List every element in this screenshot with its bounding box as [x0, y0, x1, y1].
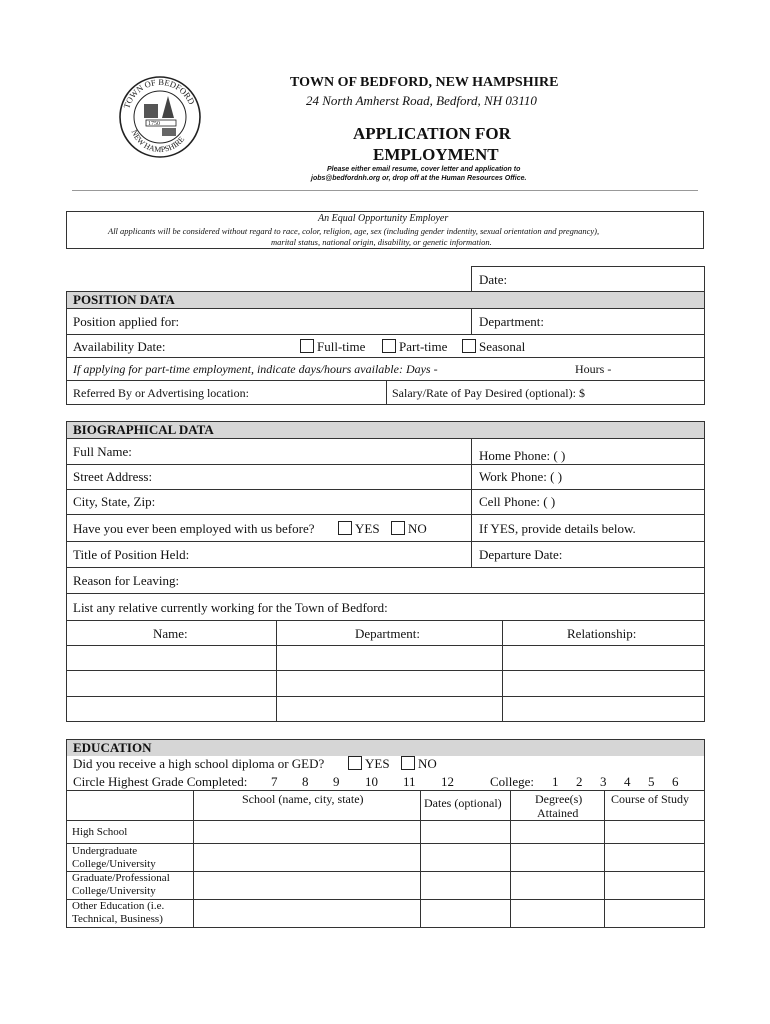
seal-icon	[118, 74, 202, 160]
employed-yes-box-icon	[338, 521, 352, 535]
employed-no-checkbox[interactable]	[391, 521, 427, 537]
employed-yes-checkbox[interactable]	[338, 521, 380, 537]
departure-date-field[interactable]: Departure Date:	[479, 547, 563, 562]
diploma-question: Did you receive a high school diploma or GED?	[73, 756, 325, 771]
form-title-line1: APPLICATION FOR	[353, 124, 511, 143]
edu-row-undergrad-1: Undergraduate	[72, 845, 138, 857]
if-yes-note: If YES, provide details below.	[479, 521, 636, 536]
edu-col-course: Course of Study	[611, 792, 689, 806]
employed-before-question: Have you ever been employed with us before?	[73, 521, 315, 536]
instructions-line1: Please either email resume, cover letter and application to	[327, 166, 521, 173]
eeo-line2: marital status, national origin, disability, or genetic information.	[271, 237, 492, 247]
college-year-2[interactable]: 2	[576, 774, 583, 789]
relative-col-name: Name:	[153, 626, 188, 641]
edu-row-high-school: High School	[72, 826, 128, 838]
svg-text:NEW HAMPSHIRE: NEW HAMPSHIRE	[129, 128, 187, 155]
diploma-no-label: NO	[418, 756, 437, 771]
fulltime-label: Full-time	[317, 339, 366, 354]
seasonal-checkbox[interactable]	[462, 339, 525, 355]
referred-by-field[interactable]: Referred By or Advertising location:	[73, 386, 249, 400]
college-year-6[interactable]: 6	[672, 774, 679, 789]
reason-leaving-field[interactable]: Reason for Leaving:	[73, 573, 180, 588]
edu-col-school: School (name, city, state)	[242, 792, 364, 806]
relative-row-1[interactable]	[67, 646, 704, 670]
town-address: 24 North Amherst Road, Bedford, NH 03110	[306, 93, 537, 108]
relative-question: List any relative currently working for the Town of Bedford:	[73, 600, 388, 615]
relative-col-department: Department:	[355, 626, 420, 641]
town-seal	[118, 74, 202, 160]
availability-date-field[interactable]: Availability Date:	[73, 339, 166, 354]
edu-row-graduate-1: Graduate/Professional	[72, 872, 170, 884]
edu-col-degree: Degree(s)	[535, 792, 583, 806]
seasonal-box-icon	[462, 339, 476, 353]
grade-label: Circle Highest Grade Completed:	[73, 774, 248, 789]
grade-7[interactable]: 7	[271, 774, 278, 789]
grade-8[interactable]: 8	[302, 774, 309, 789]
edu-row-other-1: Other Education (i.e.	[72, 900, 165, 912]
full-name-field[interactable]: Full Name:	[73, 444, 132, 459]
grade-12[interactable]: 12	[441, 774, 454, 789]
eeo-heading: An Equal Opportunity Employer	[318, 213, 449, 224]
parttime-box-icon	[382, 339, 396, 353]
seasonal-label: Seasonal	[479, 339, 526, 354]
relative-row-3[interactable]	[67, 697, 704, 721]
eeo-line1: All applicants will be considered without regard to race, color, religion, age, sex (including gender indentity, sexual orientation and pregnancy),	[108, 226, 600, 236]
college-year-1[interactable]: 1	[552, 774, 559, 789]
grade-9[interactable]: 9	[333, 774, 340, 789]
edu-row-undergrad-2: College/University	[72, 858, 156, 870]
parttime-hours-field[interactable]: Hours -	[575, 362, 612, 376]
grade-11[interactable]: 11	[403, 774, 416, 789]
salary-field[interactable]: Salary/Rate of Pay Desired (optional): $	[392, 386, 585, 400]
bio-heading: BIOGRAPHICAL DATA	[73, 422, 214, 437]
position-heading: POSITION DATA	[73, 292, 175, 307]
diploma-no-checkbox[interactable]	[401, 756, 437, 772]
diploma-yes-box-icon	[348, 756, 362, 770]
employed-yes-label: YES	[355, 521, 380, 536]
city-state-zip-field[interactable]: City, State, Zip:	[73, 494, 156, 509]
edu-row-other-2: Technical, Business)	[72, 913, 163, 925]
date-label: Date:	[479, 272, 508, 287]
parttime-label: Part-time	[399, 339, 448, 354]
employed-no-label: NO	[408, 521, 427, 536]
diploma-yes-label: YES	[365, 756, 390, 771]
college-year-5[interactable]: 5	[648, 774, 655, 789]
header-divider	[72, 190, 698, 191]
edu-col-dates: Dates (optional)	[424, 796, 502, 810]
college-year-4[interactable]: 4	[624, 774, 631, 789]
title-held-field[interactable]: Title of Position Held:	[73, 547, 190, 562]
svg-text:TOWN OF BEDFORD: TOWN OF BEDFORD	[121, 76, 197, 110]
instructions-line2: jobs@bedfordnh.org or, drop off at the Human Resources Office.	[311, 175, 527, 182]
diploma-yes-checkbox[interactable]	[348, 756, 390, 772]
form-title-line2: EMPLOYMENT	[373, 145, 499, 164]
edu-row-graduate-2: College/University	[72, 885, 156, 897]
parttime-checkbox[interactable]	[382, 339, 447, 355]
cell-phone-field[interactable]: Cell Phone: ( )	[479, 494, 556, 509]
college-year-3[interactable]: 3	[600, 774, 607, 789]
parttime-days-field[interactable]: If applying for part-time employment, indicate days/hours available: Days -	[73, 362, 438, 376]
town-name: TOWN OF BEDFORD, NEW HAMPSHIRE	[290, 75, 559, 90]
employed-no-box-icon	[391, 521, 405, 535]
fulltime-checkbox[interactable]	[300, 339, 365, 355]
fulltime-box-icon	[300, 339, 314, 353]
diploma-no-box-icon	[401, 756, 415, 770]
position-applied-field[interactable]: Position applied for:	[73, 314, 180, 329]
home-phone-field[interactable]: Home Phone: ( )	[479, 448, 566, 463]
edu-col-degree-attained: Attained	[537, 806, 579, 820]
grade-10[interactable]: 10	[365, 774, 378, 789]
education-heading: EDUCATION	[73, 740, 152, 755]
svg-text:1750: 1750	[148, 121, 160, 127]
street-address-field[interactable]: Street Address:	[73, 469, 153, 484]
relative-row-2[interactable]	[67, 671, 704, 696]
relative-col-relationship: Relationship:	[567, 626, 637, 641]
department-field[interactable]: Department:	[479, 314, 544, 329]
work-phone-field[interactable]: Work Phone: ( )	[479, 469, 563, 484]
college-label: College:	[490, 774, 535, 789]
education-heading-bar	[67, 740, 704, 756]
